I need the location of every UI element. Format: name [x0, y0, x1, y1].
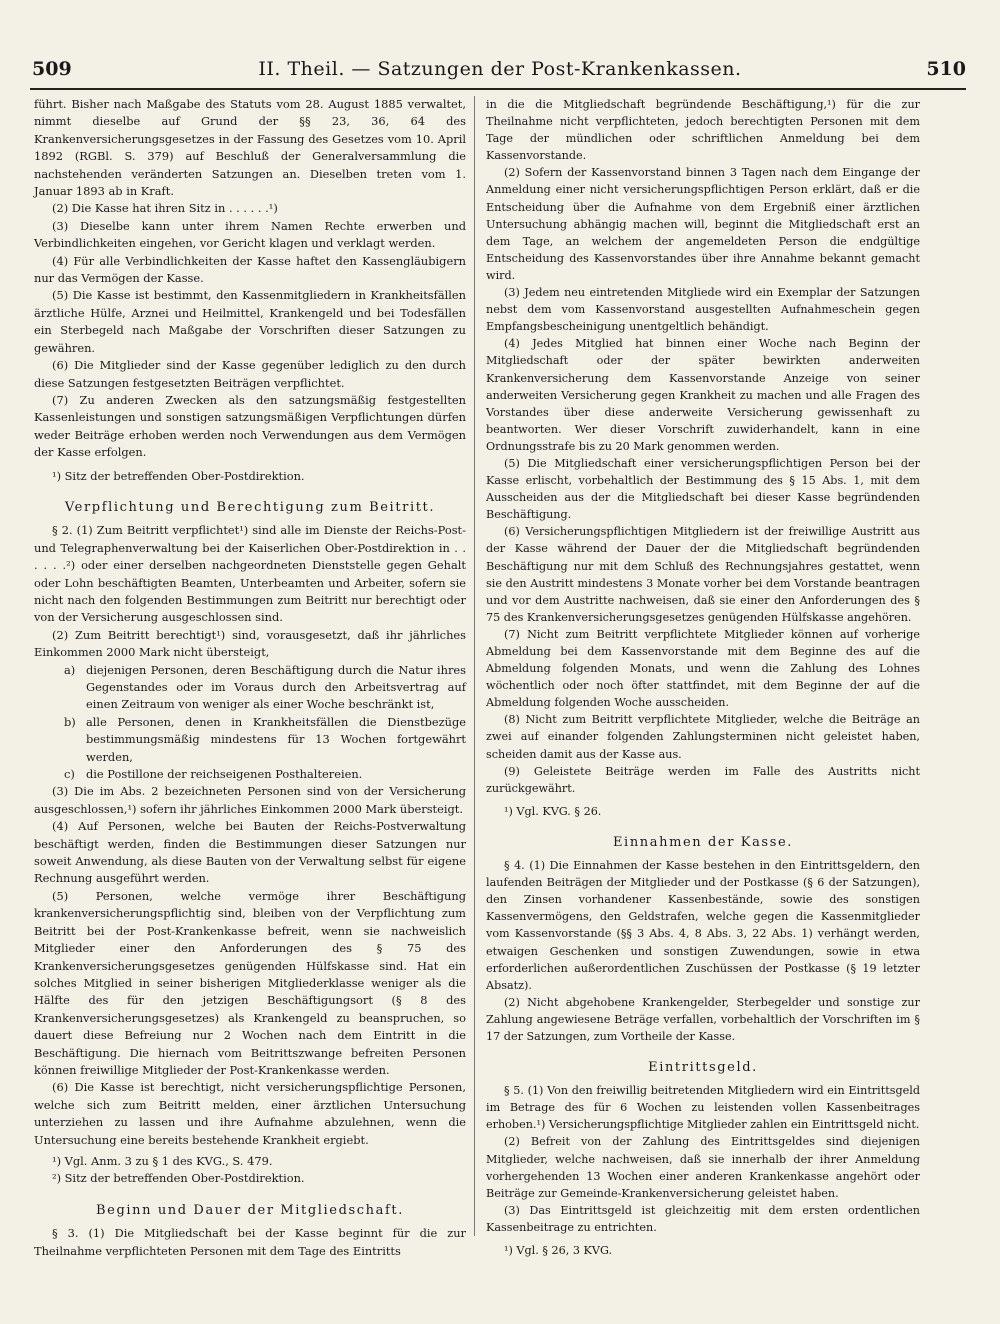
paragraph: (6) Die Mitglieder sind der Kasse gegenüber lediglich zu den durch diese Satzungen festgesetzten Beiträgen verpflichtet. — [34, 358, 466, 390]
list-item-text: alle Personen, denen in Krankheitsfällen die Dienstbezüge bestimmungsmäßig mindestens für 13 Wochen fortgewährt werden, — [86, 714, 466, 764]
section-heading: Verpflichtung und Berechtigung zum Beitritt. — [64, 499, 436, 515]
paragraph: (7) Nicht zum Beitritt verpflichtete Mitglieder können auf vorherige Abmeldung bei dem Kassenvorstande mit dem Beginne des auf die Abmeldung folgenden Monats, und wenn die Zahlung des Lohnes wöchentlich oder noch öfter stattfindet, mit dem Beginne der auf die Abmeldung folgenden Woche ausscheiden. — [486, 627, 920, 710]
list-item-label: a) — [64, 662, 76, 677]
list-item — [64, 714, 466, 766]
condition-list — [64, 662, 466, 784]
left-column — [34, 96, 466, 1260]
section-heading: Eintrittsgeld. — [648, 1060, 758, 1076]
page-header — [30, 58, 970, 88]
paragraph: § 4. (1) Die Einnahmen der Kasse bestehen in den Eintrittsgeldern, den laufenden Beiträgen der Mitglieder und der Postkasse (§ 6 der Satzungen), den Zinsen vorhandener Kassenbestände, sowie des sonstigen Kassenvermögens, den Geldstrafen, welche gegen die Kassenmitglieder vom Kassenvorstande (§§ 3 Abs. 4, 8 Abs. 3, 22 Abs. 1) verhängt werden, etwaigen Geschenken und sonstigen Zuwendungen, sowie in etwa erforderlichen außerordentlichen Zuschüssen der Postkasse (§ 19 letzter Absatz). — [486, 859, 920, 992]
list-item-label: b) — [64, 714, 76, 729]
footnote: ¹) Sitz der betreffenden Ober-Postdirektion. — [52, 468, 305, 483]
paragraph: (7) Zu anderen Zwecken als den satzungsmäßig festgestellten Kassenleistungen und sonstigen satzungsmäßigen Verpflichtungen dürfen weder Beiträge erhoben werden noch Verwendungen aus dem Vermögen der Kasse erfolgen. — [34, 392, 466, 460]
paragraph: (5) Die Kasse ist bestimmt, den Kassenmitgliedern in Krankheitsfällen ärztliche Hülfe, Arznei und Heilmittel, Krankengeld und bei Todesfällen ein Sterbegeld nach Maßgabe der Vorschriften dieser Satzungen zu gewähren. — [34, 288, 466, 355]
section-heading: Einnahmen der Kasse. — [612, 834, 794, 850]
paragraph: (6) Die Kasse ist berechtigt, nicht versicherungspflichtige Personen, welche sich zum Beitritt melden, einer ärztlichen Untersuchung unterziehen zu lassen und ihre Aufnahme abzulehnen, wenn die Untersuchung eine bereits bestehende Krankheit ergiebt. — [34, 1080, 466, 1147]
list-item-label: c) — [64, 767, 75, 782]
paragraph: (2) Zum Beitritt berechtigt¹) sind, vorausgesetzt, daß ihr jährliches Einkommen 2000 Mark nicht übersteigt, — [34, 627, 466, 660]
header-rule — [30, 88, 966, 90]
page-number-right: 510 — [926, 58, 966, 80]
paragraph: (3) Die im Abs. 2 bezeichneten Personen sind von der Versicherung ausgeschlossen,¹) sofern ihr jährliches Einkommen 2000 Mark übersteigt. — [34, 784, 466, 816]
footnote: ²) Sitz der betreffenden Ober-Postdirektion. — [52, 1171, 305, 1186]
footnotes — [34, 1153, 466, 1188]
paragraph: (3) Jedem neu eintretenden Mitgliede wird ein Exemplar der Satzungen nebst dem vom Kassenvorstand ausgestellten Aufnahmeschein gegen Empfangsbescheinigung unentgeltlich behändigt. — [486, 286, 920, 334]
right-column — [486, 96, 920, 1265]
paragraph: (3) Das Eintrittsgeld ist gleichzeitig mit dem ersten ordentlichen Kassenbeitrage zu entrichten. — [486, 1203, 920, 1234]
paragraph: (6) Versicherungspflichtigen Mitgliedern ist der freiwillige Austritt aus der Kasse während der Dauer der die Mitgliedschaft begründenden Beschäftigung nur mit dem Schluß des Rechnungsjahres gestattet, wenn sie den Austritt mindestens 3 Monate vorher bei dem Vorstande beantragen und vor dem Austritte nachweisen, daß sie einer den Anforderungen des § 75 des Krankenversicherungsgesetzes genügenden Hülfskasse angehören. — [486, 525, 920, 624]
paragraph: (9) Geleistete Beiträge werden im Falle des Austritts nicht zurückgewährt. — [486, 764, 920, 795]
paragraph: in die die Mitgliedschaft begründende Beschäftigung,¹) für die zur Theilnahme nicht verpflichteten, jedoch berechtigten Personen mit dem Tage der mündlichen oder schriftlichen Anmeldung bei dem Kassenvorstande. — [486, 98, 920, 163]
paragraph: (2) Sofern der Kassenvorstand binnen 3 Tagen nach dem Eingange der Anmeldung einer nicht versicherungspflichtigen Person erklärt, daß er die Entscheidung über die Aufnahme von dem Ergebniß einer ärztlichen Untersuchung abhängig machen will, beginnt die Mitgliedschaft erst an dem Tage, an welchem der angemeldeten Person die endgültige Entscheidung des Kassenvorstandes über ihre Annahme bekannt gemacht wird. — [486, 166, 920, 282]
paragraph: (2) Die Kasse hat ihren Sitz in . . . . . .¹) — [52, 201, 278, 216]
paragraph: (5) Die Mitgliedschaft einer versicherungspflichtigen Person bei der Kasse erlischt, vorbehaltlich der Bestimmung des § 15 Abs. 1, mit dem Ausscheiden aus der die Mitgliedschaft bei dieser Kasse begründenden Beschäftigung. — [486, 456, 920, 522]
footnote: ¹) Vgl. § 26, 3 KVG. — [504, 1244, 613, 1257]
list-item — [64, 662, 466, 714]
list-item-text: die Postillone der reichseigenen Posthaltereien. — [86, 767, 363, 782]
paragraph: (2) Befreit von der Zahlung des Eintrittsgeldes sind diejenigen Mitglieder, welche nachweisen, daß sie innerhalb der ihrer Anmeldung vorhergehenden 13 Wochen einer anderen Krankenkasse angehört oder Beiträge zur Gemeinde-Krankenversicherung geleistet haben. — [486, 1135, 920, 1200]
paragraph: (8) Nicht zum Beitritt verpflichtete Mitglieder, welche die Beiträge an zwei auf einander folgenden Zahlungsterminen nicht geleistet haben, scheiden damit aus der Kasse aus. — [486, 713, 920, 761]
column-divider — [474, 96, 475, 1236]
section-heading: Beginn und Dauer der Mitgliedschaft. — [96, 1202, 404, 1218]
page-number-left: 509 — [32, 58, 72, 80]
paragraph: (2) Nicht abgehobene Krankengelder, Sterbegelder und sonstige zur Zahlung angewiesene Beträge verfallen, vorbehaltlich der Vorschriften im § 17 der Satzungen, zum Vortheile der Kasse. — [486, 995, 920, 1043]
paragraph: § 2. (1) Zum Beitritt verpflichtet¹) sind alle im Dienste der Reichs-Post- und Telegraphenverwaltung bei der Kaiserlichen Ober-Postdirektion in . . . . . .²) oder einer derselben nachgeordneten Dienststelle gegen Gehalt oder Lohn beschäftigten Beamten, Unterbeamten und Arbeiter, sofern sie nicht nach den folgenden Bestimmungen zum Beitritt nur berechtigt oder von der Versicherung ausgeschlossen sind. — [34, 523, 466, 625]
footnote: ¹) Vgl. Anm. 3 zu § 1 des KVG., S. 479. — [52, 1153, 273, 1168]
running-title: II. Theil. — Satzungen der Post-Krankenkassen. — [258, 58, 742, 80]
list-item — [64, 766, 466, 783]
paragraph: (3) Dieselbe kann unter ihrem Namen Rechte erwerben und Verbindlichkeiten eingehen, vor Gericht klagen und verklagt werden. — [34, 218, 466, 251]
paragraph: (4) Auf Personen, welche bei Bauten der Reichs-Postverwaltung beschäftigt werden, finden die Bestimmungen dieser Satzungen nur soweit Anwendung, als diese Bauten von der Verwaltung selbst für eigene Rechnung ausgeführt werden. — [34, 819, 466, 886]
paragraph: führt. Bisher nach Maßgabe des Statuts vom 28. August 1885 verwaltet, nimmt dieselbe auf Grund der §§ 23, 36, 64 des Krankenversicherungsgesetzes in der Fassung des Gesetzes vom 10. April 1892 (RGBl. S. 379) auf Beschluß der Generalversammlung die nachstehenden veränderten Satzungen an. Dieselben treten vom 1. Januar 1893 ab in Kraft. — [34, 97, 466, 199]
paragraph: (4) Jedes Mitglied hat binnen einer Woche nach Beginn der Mitgliedschaft oder der später bewirkten anderweiten Krankenversicherung dem Kassenvorstande Anzeige von seiner anderweiten Versicherung gegen Krankheit zu machen und alle Fragen des Vorstandes über diese anderweite Versicherung gewissenhaft zu beantworten. Wer dieser Vorschrift zuwiderhandelt, kann in eine Ordnungsstrafe bis zu 20 Mark genommen werden. — [486, 337, 920, 453]
paragraph: § 5. (1) Von den freiwillig beitretenden Mitgliedern wird ein Eintrittsgeld im Betrage des für 6 Wochen zu leistenden vollen Kassenbeitrages erhoben.¹) Versicherungspflichtige Mitglieder zahlen ein Eintrittsgeld nicht. — [486, 1084, 920, 1132]
list-item-text: diejenigen Personen, deren Beschäftigung durch die Natur ihres Gegenstandes oder im Voraus durch den Arbeitsvertrag auf einen Zeitraum von weniger als einer Woche beschränkt ist, — [86, 662, 466, 712]
paragraph: (4) Für alle Verbindlichkeiten der Kasse haftet den Kassengläubigern nur das Vermögen der Kasse. — [34, 253, 466, 286]
footnote: ¹) Vgl. KVG. § 26. — [504, 804, 602, 818]
paragraph: § 3. (1) Die Mitgliedschaft bei der Kasse beginnt für die zur Theilnahme verpflichteten Personen mit dem Tage des Eintritts — [34, 1226, 466, 1258]
paragraph: (5) Personen, welche vermöge ihrer Beschäftigung krankenversicherungspflichtig sind, bleiben von der Verpflichtung zum Beitritt bei der Post-Krankenkasse befreit, wenn sie nachweislich Mitglieder einer den Anforderungen des § 75 des Krankenversicherungsgesetzes genügenden Hülfskasse sind. Hat ein solches Mitglied in seiner bisherigen Mitgliederklasse weniger als die Hälfte des für den jetzigen Beschäftigungsort (§ 8 des Krankenversicherungsgesetzes) als Krankengeld zu beanspruchen, so dauert diese Befreiung nur 2 Wochen nach dem Eintritt in die Beschäftigung. Die hiernach vom Beitrittszwange befreiten Personen können freiwillige Mitglieder der Post-Krankenkasse werden. — [34, 888, 466, 1077]
